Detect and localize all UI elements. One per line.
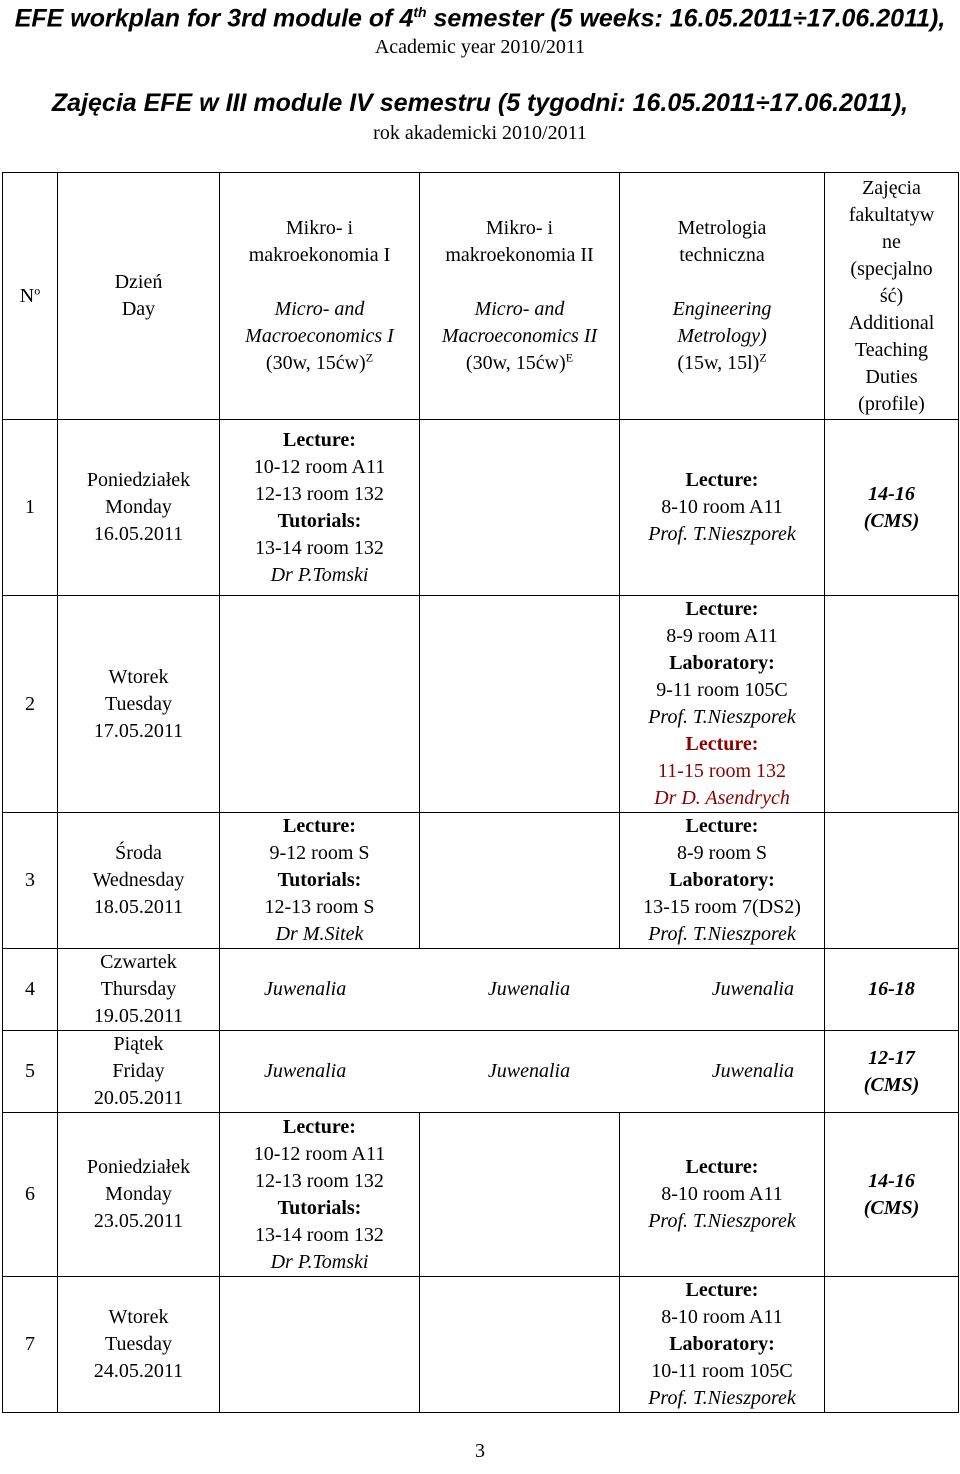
additional-duties-cell: 14-16 (CMS) — [825, 1113, 959, 1277]
additional-duties-cell: 16-18 — [825, 949, 959, 1031]
metrology-cell: Lecture: 8-9 room A11 Laboratory: 9-11 room 105C Prof. T.Nieszporek Lecture: 11-15 room 132 Dr D. Asendrych — [620, 596, 825, 813]
schedule-table — [2, 172, 959, 1413]
day-cell: Wtorek Tuesday 17.05.2011 — [58, 596, 220, 813]
metrology-cell: Lecture: 8-10 room A11 Laboratory: 10-11 room 105C Prof. T.Nieszporek — [620, 1277, 825, 1413]
micro-macro-1-cell — [220, 596, 420, 813]
additional-duties-cell: 12-17 (CMS) — [825, 1031, 959, 1113]
header-number: $N^o$ — [3, 173, 58, 420]
additional-duties-cell — [825, 813, 959, 949]
header-micro-macro-1: Mikro- i makroekonomia I Micro- and Macroeconomics I (30w, 15ćw)$^Z$ — [220, 173, 420, 420]
table-row — [3, 949, 959, 1031]
table-row — [3, 596, 959, 813]
header-additional-duties: Zajęcia fakultatyw ne (specjalno ść) Additional Teaching Duties (profile) — [825, 173, 959, 420]
header-metrology: Metrologia techniczna Engineering Metrology) (15w, 15l)$^Z$ — [620, 173, 825, 420]
additional-duties-cell — [825, 1277, 959, 1413]
row-number: 4 — [3, 949, 58, 1031]
micro-macro-1-cell: Lecture: 10-12 room A11 12-13 room 132 Tutorials: 13-14 room 132 Dr P.Tomski — [220, 1113, 420, 1277]
academic-year-english: Academic year 2010/2011 — [374, 36, 586, 58]
additional-duties-cell: 14-16 (CMS) — [825, 420, 959, 596]
micro-macro-2-cell — [420, 1113, 620, 1277]
day-cell: Poniedziałek Monday 23.05.2011 — [58, 1113, 220, 1277]
row-number: 5 — [3, 1031, 58, 1113]
header-row — [3, 173, 959, 420]
row-number: 1 — [3, 420, 58, 596]
micro-macro-1-cell: Lecture: 9-12 room S Tutorials: 12-13 room S Dr M.Sitek — [220, 813, 420, 949]
metrology-cell: Lecture: 8-9 room S Laboratory: 13-15 room 7(DS2) Prof. T.Nieszporek — [620, 813, 825, 949]
title-polish: Zajęcia EFE w III module IV semestru (5 tygodni: 16.05.2011÷17.06.2011), — [51, 89, 909, 117]
juwenalia-cell: Juwenalia Juwenalia Juwenalia — [220, 949, 825, 1031]
table-row — [3, 1031, 959, 1113]
row-number: 6 — [3, 1113, 58, 1277]
table-row — [3, 1113, 959, 1277]
header-day: Dzień Day — [58, 173, 220, 420]
micro-macro-2-cell — [420, 1277, 620, 1413]
table-row — [3, 813, 959, 949]
header-micro-macro-2: Mikro- i makroekonomia II Micro- and Macroeconomics II (30w, 15ćw)$^E$ — [420, 173, 620, 420]
micro-macro-1-cell: Lecture: 10-12 room A11 12-13 room 132 Tutorials: 13-14 room 132 Dr P.Tomski — [220, 420, 420, 596]
micro-macro-2-cell — [420, 813, 620, 949]
micro-macro-1-cell — [220, 1277, 420, 1413]
day-cell: Wtorek Tuesday 24.05.2011 — [58, 1277, 220, 1413]
additional-duties-cell — [825, 596, 959, 813]
juwenalia-cell: Juwenalia Juwenalia Juwenalia — [220, 1031, 825, 1113]
metrology-cell: Lecture: 8-10 room A11 Prof. T.Nieszporek — [620, 1113, 825, 1277]
micro-macro-2-cell — [420, 596, 620, 813]
table-row — [3, 1277, 959, 1413]
row-number: 7 — [3, 1277, 58, 1413]
table-row — [3, 420, 959, 596]
metrology-cell: Lecture: 8-10 room A11 Prof. T.Nieszporek — [620, 420, 825, 596]
row-number: 3 — [3, 813, 58, 949]
day-cell: Poniedziałek Monday 16.05.2011 — [58, 420, 220, 596]
academic-year-polish: rok akademicki 2010/2011 — [373, 122, 587, 144]
row-number: 2 — [3, 596, 58, 813]
day-cell: Piątek Friday 20.05.2011 — [58, 1031, 220, 1113]
page-number: 3 — [475, 1440, 485, 1462]
day-cell: Czwartek Thursday 19.05.2011 — [58, 949, 220, 1031]
title-english: EFE workplan for 3rd module of 4th semester (5 weeks: 16.05.2011÷17.06.2011), — [14, 4, 946, 33]
day-cell: Środa Wednesday 18.05.2011 — [58, 813, 220, 949]
micro-macro-2-cell — [420, 420, 620, 596]
